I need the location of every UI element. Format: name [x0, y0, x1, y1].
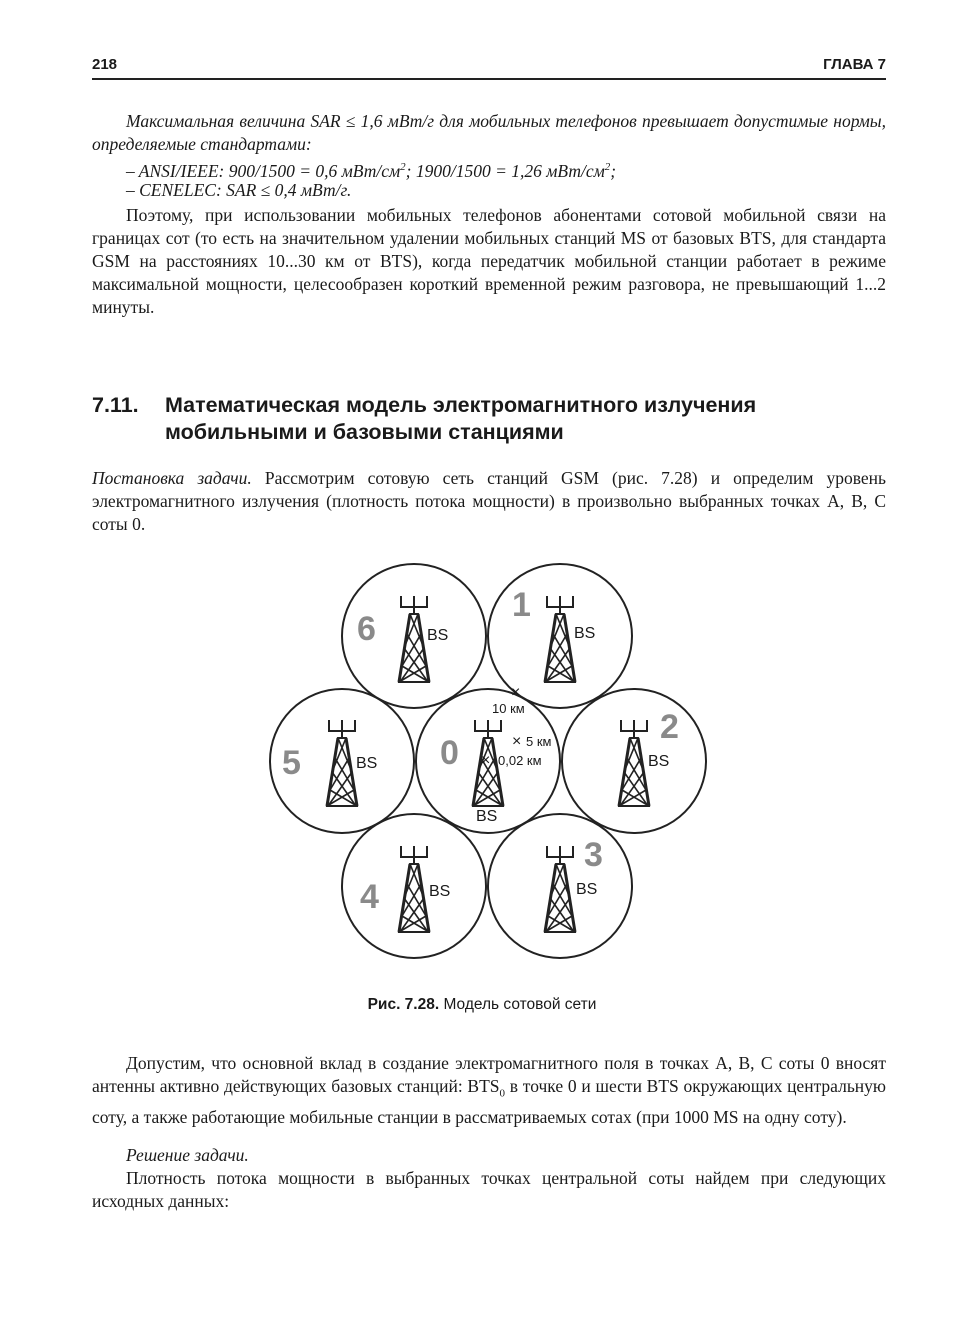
task-text: Рассмотрим сотовую сеть станций GSM (рис. 7.28) и определим уровень электромагнитного излучения (плотность потока мощности) в произвольно выбранных точках А, В, С соты 0. [92, 468, 886, 534]
bs-label-0: BS [476, 808, 498, 825]
bs-label-5: BS [356, 755, 378, 772]
ansi-text-b: ; 1900/1500 = 1,26 мВт/см [405, 160, 605, 181]
cell-5-number: 5 [282, 744, 301, 782]
solution-label: Решение задачи. [126, 1145, 249, 1165]
caption-text: Модель сотовой сети [439, 996, 597, 1013]
sar-cenelec-line: – CENELEC: SAR ≤ 0,4 мВт/г. [126, 180, 352, 200]
cell-3-number: 3 [584, 836, 603, 874]
bts-tower-3-icon [545, 846, 575, 932]
cell-1-number: 1 [512, 586, 531, 624]
assumption-text-b: в точке 0 и шести BTS окружающих центральную соту, а также работающие мобильные станции в рассматриваемых сотах (при 1000 MS на одну соту). [92, 1076, 887, 1127]
bs-label-4: BS [429, 883, 451, 900]
bs-label-2: BS [648, 753, 670, 770]
running-header [92, 54, 886, 80]
figure-caption [0, 996, 964, 1014]
cellular-network-figure [262, 556, 722, 980]
cell-model-diagram [262, 556, 722, 980]
distance-5km: 5 км [526, 734, 552, 749]
ansi-text-c: ; [610, 160, 617, 181]
ansi-sup-1: 2 [400, 161, 406, 173]
task-label: Постановка задачи. [92, 468, 252, 488]
section-title: Математическая модель электромагнитного излучения мобильными и базовыми станциями [165, 393, 757, 444]
bts-subscript: 0 [499, 1087, 506, 1100]
assumption-paragraph [92, 1052, 886, 1129]
bs-label-1: BS [574, 625, 596, 642]
cell-4-number: 4 [360, 878, 379, 916]
ansi-sup-2: 2 [604, 161, 611, 173]
paragraph-mobile-usage: Поэтому, при использовании мобильных телефонов абонентами сотовой мобильной связи на границах сот (то есть на значительном удалении мобильных станций MS от базовых BTS, для стандарта GSM на расстояниях 10...30 км от BTS), когда передатчик мобильной станции работает в режиме максимальной мощности, целесообразен короткий временной режим разговора, не превышающий 1...2 минуты. [92, 205, 886, 317]
point-b-mark: × [512, 733, 522, 750]
section-number: 7.11. [92, 393, 139, 417]
bs-label-6: BS [427, 627, 449, 644]
distance-10km: 10 км [492, 701, 525, 716]
assumption-text-a: Допустим, что основной вклад в создание электромагнитного поля в точках А, В, С соты 0 вносят антенны активно действующих базовых станций: BTS [92, 1053, 886, 1096]
point-c-mark: × [481, 752, 491, 769]
header-rule [92, 78, 886, 80]
sar-limit-text: Максимальная величина SAR ≤ 1,6 мВт/г для мобильных телефонов превышает допустимые нормы, определяемые стандартами: [92, 111, 886, 154]
chapter-label: ГЛАВА 7 [823, 56, 886, 73]
page-number: 218 [92, 56, 118, 73]
caption-number: Рис. 7.28. [367, 996, 440, 1013]
cell-0-number: 0 [440, 734, 459, 772]
bts-tower-2-icon [619, 720, 649, 806]
bts-tower-5-icon [327, 720, 357, 806]
distance-002km: 0,02 км [498, 753, 542, 768]
bts-tower-1-icon [545, 596, 575, 682]
solution-paragraph: Плотность потока мощности в выбранных точках центральной соты найдем при следующих исходных данных: [92, 1168, 886, 1211]
bs-label-3: BS [576, 881, 598, 898]
bts-tower-4-icon [399, 846, 429, 932]
task-paragraph [92, 467, 886, 536]
bts-tower-6-icon [399, 596, 429, 682]
cell-2-number: 2 [660, 708, 679, 746]
point-a-mark: × [511, 684, 521, 701]
cell-6-number: 6 [357, 610, 376, 648]
ansi-text-a: – ANSI/IEEE: 900/1500 = 0,6 мВт/см [126, 160, 401, 181]
